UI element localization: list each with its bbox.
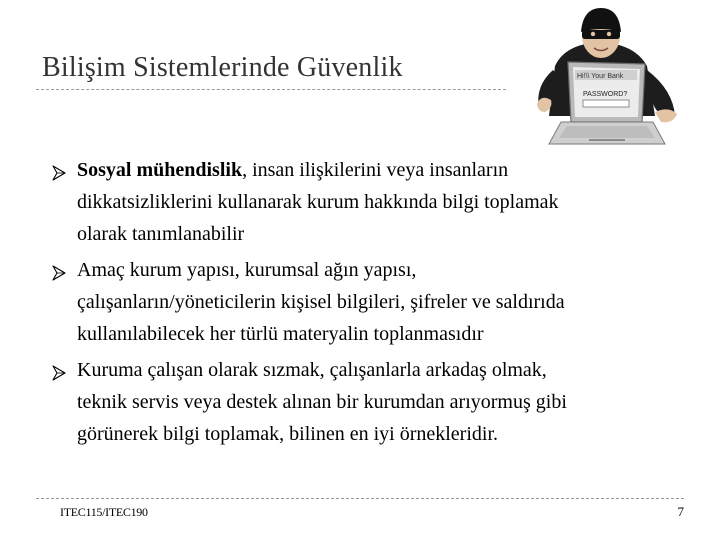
bullet-line: kullanılabilecek her türlü materyalin toplanmasıdır [77,323,484,345]
bullet-line: çalışanların/yöneticilerin kişisel bilgileri, şifreler ve saldırıda [77,291,565,313]
slide-title: Bilişim Sistemlerinde Güvenlik [42,52,403,83]
footer-course-code: ITEC115/ITEC190 [60,505,148,519]
bullet-line: teknik servis veya destek alınan bir kurumdan arıyormuş gibi [77,391,567,413]
page-number: 7 [677,504,684,519]
bullet-line: görünerek bilgi toplamak, bilinen en iyi örnekleridir. [77,423,499,445]
screen-header: Hi!\\ Your Bank [577,73,624,80]
arrow-bullet-icon [51,365,67,381]
title-divider [36,89,506,90]
bullet-text [77,154,677,250]
bullet-line: Amaç kurum yapısı, kurumsal ağın yapısı, [77,259,417,281]
arrow-bullet-icon [51,265,67,281]
bullet-line: Kuruma çalışan olarak sızmak, çalışanlarla arkadaş olmak, [77,359,547,381]
bullet-line: , insan ilişkilerini veya insanların [242,159,509,181]
screen-label: PASSWORD? [583,91,628,98]
bullet-text [77,254,677,350]
bullet-text [77,354,677,450]
bullet-bold-term: Sosyal mühendislik [77,159,243,181]
footer-divider [36,498,684,499]
bullet-line: olarak tanımlanabilir [77,223,245,245]
bullet-line: dikkatsizliklerini kullanarak kurum hakkında bilgi toplamak [77,191,559,213]
arrow-bullet-icon [51,165,67,181]
hacker-laptop-icon [505,4,685,152]
